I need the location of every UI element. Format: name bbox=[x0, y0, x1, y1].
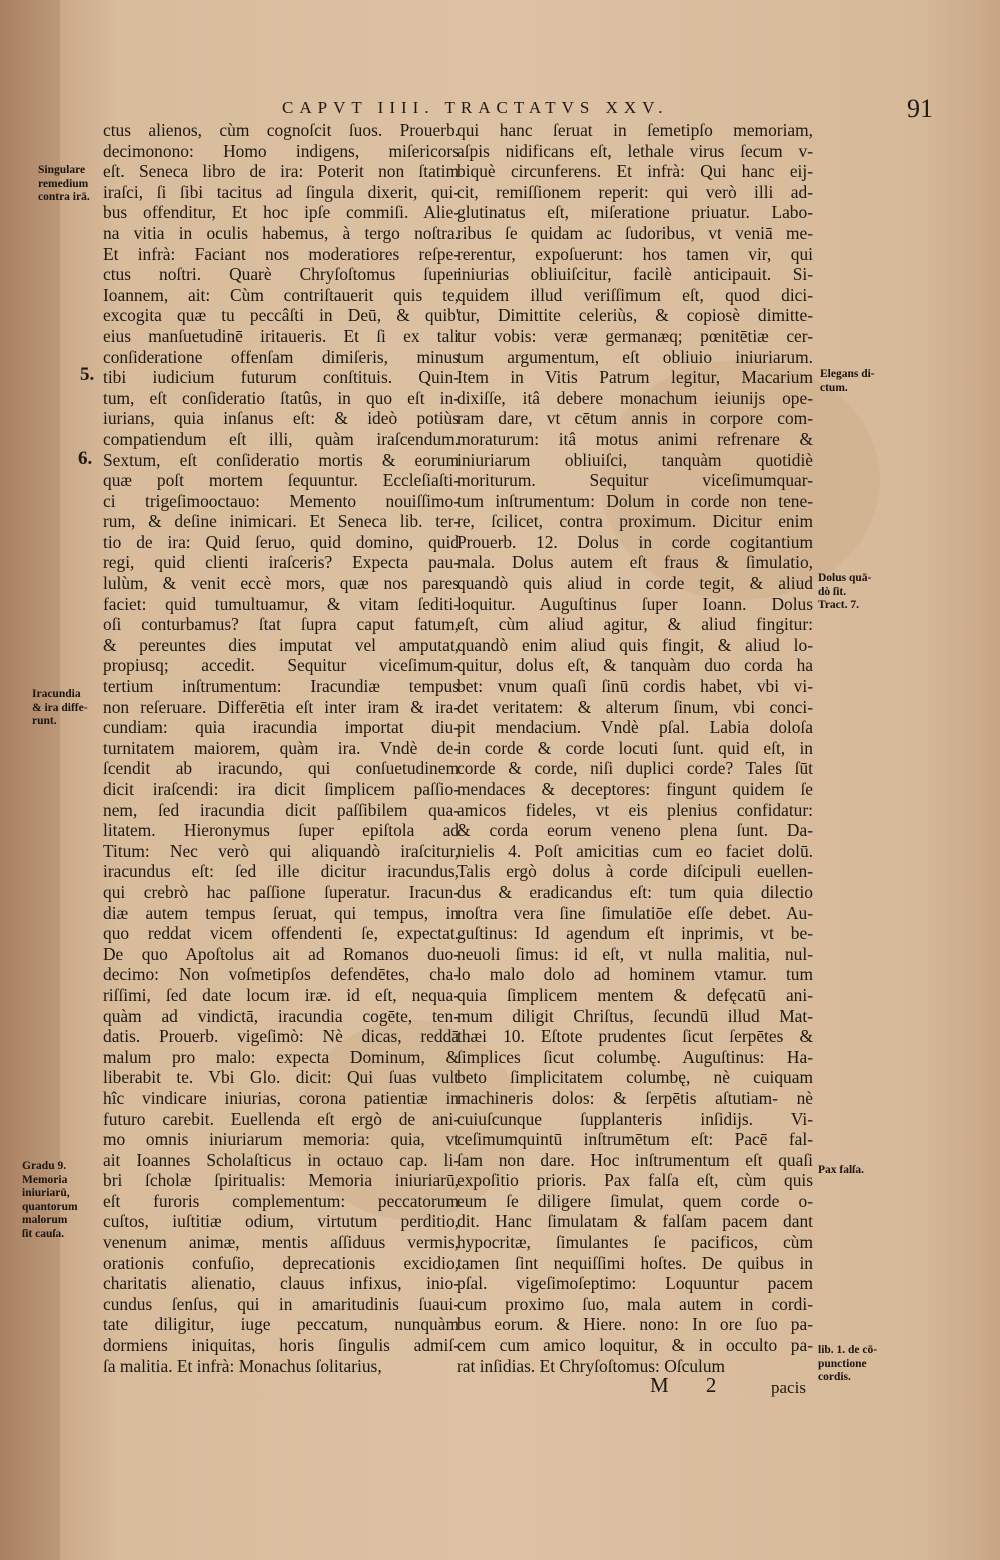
margin-note-line: runt. bbox=[32, 715, 57, 727]
text-line: bus eorum. & Hiere. nono: In ore ſuo pa- bbox=[457, 1314, 813, 1335]
enumeration-six: 6. bbox=[78, 448, 93, 469]
margin-note-line: & ira diffe- bbox=[32, 701, 88, 714]
text-line: moraturum: itâ motus animi refrenare & bbox=[457, 428, 813, 449]
signature-mark: M 2 bbox=[650, 1373, 733, 1397]
text-line: guſtinus: Id agendum eſt inprimis, vt be- bbox=[457, 923, 813, 944]
text-line: ribus ſe quidam ac ſudoribus, vt veniā me- bbox=[457, 222, 813, 243]
text-line: quàm ad vindictā, iracundia cogēte, ten- bbox=[103, 1005, 459, 1026]
text-line: rat inſidias. Et Chryſoſtomus: Oſculum bbox=[457, 1355, 726, 1376]
text-line: iniuriarum obliuiſci, tanquàm quotidiè bbox=[457, 449, 813, 470]
text-line: bus offenditur, Et hoc ipſe commiſi. Alie- bbox=[103, 202, 459, 223]
margin-note-line: ctum. bbox=[820, 381, 848, 394]
text-line: mum diligit Chriſtus, ſecundū illud Mat- bbox=[457, 1005, 813, 1026]
text-line: venenum animæ, mentis aſſiduus vermis, bbox=[103, 1232, 459, 1253]
margin-note-line: dò ſit. bbox=[818, 585, 847, 598]
text-line: qui hanc ſeruat in ſemetipſo memoriam, bbox=[457, 120, 813, 140]
margin-note-line: iniuriarū, bbox=[22, 1187, 70, 1199]
margin-note-singulare bbox=[38, 164, 90, 205]
text-line: ſimplices ſicut columbę. Auguſtinus: Ha- bbox=[457, 1046, 813, 1067]
text-line: eius manſuetudinē iritaueris. Et ſi ex tali bbox=[103, 325, 459, 346]
text-line: tate diligitur, iuge peccatum, nunquàm bbox=[103, 1314, 459, 1335]
text-line: cem cum amico loquitur, & in occulto pa- bbox=[457, 1335, 813, 1356]
text-line: excogita quæ tu peccâſti in Deū, & quib' bbox=[103, 305, 459, 326]
text-line: Ioannem, ait: Cùm contriſtauerit quis te, bbox=[103, 284, 459, 305]
text-line: cuiuſcunque ſupplanteris inſidijs. Vi- bbox=[457, 1108, 813, 1129]
text-line: Et infrà: Faciant nos moderatiores reſpe- bbox=[103, 243, 459, 264]
text-line: riſſimi, ſed date locum iræ. id eſt, nequa- bbox=[103, 984, 459, 1005]
text-line: faciet: quid tumultuamur, & vitam ſediti- bbox=[103, 593, 459, 614]
text-line: aſpis nidificans eſt, lethale virus ſecum v- bbox=[457, 140, 813, 161]
margin-note-line: Gradu 9. bbox=[22, 1160, 67, 1172]
margin-note-dolus bbox=[818, 572, 871, 613]
text-line: quandò quis aliud in corde tegit, & aliud bbox=[457, 573, 813, 594]
text-line: re, ſcilicet, contra proximum. Dicitur enim bbox=[457, 511, 813, 532]
text-line: liberabit te. Vbi Glo. dicit: Qui ſuas vult bbox=[103, 1067, 459, 1088]
text-line: decimo: Non voſmetipſos defendētes, cha- bbox=[103, 964, 459, 985]
text-line: in corde & corde locuti ſunt. quid eſt, in bbox=[457, 737, 813, 758]
text-line: dormiens iniquitas, horis ſingulis admiſ- bbox=[103, 1335, 459, 1356]
text-line: ctus alienos, cùm cognoſcit ſuos. Prouerb. bbox=[103, 120, 459, 140]
text-line: & corda eorum veneno plena ſunt. Da- bbox=[457, 820, 813, 841]
text-line: iurians, quia inſanus eſt: & ideò potiùs bbox=[103, 408, 459, 429]
text-line: hypocritæ, ſimulantes ſe pacificos, cùm bbox=[457, 1232, 813, 1253]
text-line: rum, & deſine inimicari. Et Seneca lib. ter- bbox=[103, 511, 459, 532]
text-line: oſi conturbamus? ſtat ſupra caput fatum, bbox=[103, 614, 459, 635]
text-line: eſt, cùm aliud agitur, & aliud fingitur: bbox=[457, 614, 813, 635]
text-line: pſal. vigeſimoſeptimo: Loquuntur pacem bbox=[457, 1273, 813, 1294]
text-line: quitur, dolus eſt, & tanquàm duo corda ha bbox=[457, 655, 813, 676]
text-line: iniurias obliuiſcitur, facilè anticipauit. Si- bbox=[457, 264, 813, 285]
text-line: cum proximo ſuo, mala autem in cordi- bbox=[457, 1293, 813, 1314]
text-line: pit mendacium. Vndè pſal. Labia doloſa bbox=[457, 717, 813, 738]
text-line: na vitia in oculis habemus, à tergo noſtra. bbox=[103, 222, 459, 243]
text-line: tamen ſint nequiſſimi hoſtes. De quibus in bbox=[457, 1252, 813, 1273]
text-line: biquè circunferens. Et infrà: Qui hanc eij- bbox=[457, 161, 813, 182]
text-line: tur, Dimittite celeriùs, & copiosè dimitte- bbox=[457, 305, 813, 326]
text-line: charitatis alienatio, clauus infixus, inio- bbox=[103, 1273, 459, 1294]
margin-note-line: Dolus quā- bbox=[818, 572, 872, 584]
text-line: Sextum, eſt conſideratio mortis & eorum bbox=[103, 449, 459, 470]
folio-number: 91 bbox=[907, 94, 933, 123]
text-line: eum ſe diligere ſimulat, quem corde o- bbox=[457, 1190, 813, 1211]
text-line: Prouerb. 12. Dolus in corde cogitantium bbox=[457, 531, 813, 552]
text-line: mala. Dolus autem eſt fraus & ſimulatio, bbox=[457, 552, 813, 573]
margin-note-line: remedium bbox=[38, 177, 89, 190]
text-line: quidem illud veriſſimum eſt, quod dici- bbox=[457, 284, 813, 305]
text-line: moriturum. Sequitur viceſimumquar- bbox=[457, 470, 813, 491]
margin-note-lib bbox=[818, 1344, 877, 1385]
margin-note-line: Tract. 7. bbox=[818, 599, 859, 611]
text-line: lulùm, & venit eccè mors, quæ nos pares bbox=[103, 573, 459, 594]
text-line: conſideratione offenſam dimiſeris, minus bbox=[103, 346, 459, 367]
margin-note-line: Elegans di- bbox=[820, 368, 875, 380]
margin-note-line: quantorum bbox=[22, 1200, 78, 1213]
text-line: expoſitio prioris. Pax falſa eſt, cùm quis bbox=[457, 1170, 813, 1191]
text-line: mo omnis iniuriarum memoria: quia, vt bbox=[103, 1129, 459, 1150]
text-line: propiusq; accedit. Sequitur viceſimum- bbox=[103, 655, 459, 676]
left-column bbox=[103, 120, 459, 1376]
right-column bbox=[457, 120, 813, 1376]
text-line: non reſeruare. Differētia eſt inter iram & ira- bbox=[103, 696, 459, 717]
text-line: orationis confuſio, deprecationis excidio, bbox=[103, 1252, 459, 1273]
text-line: tum argumentum, eſt obliuio iniuriarum. bbox=[457, 346, 813, 367]
text-line: tum, eſt conſideratio ſtatûs, in quo eſt in- bbox=[103, 387, 459, 408]
text-line: futuro carebit. Euellenda eſt ergò de ani- bbox=[103, 1108, 459, 1129]
text-line: thæi 10. Eſtote prudentes ſicut ſerpētes & bbox=[457, 1026, 813, 1047]
text-line: ait Ioannes Scholaſticus in octauo cap. li- bbox=[103, 1149, 459, 1170]
text-line: cuſtos, iuſtitiæ odium, virtutum perditio, bbox=[103, 1211, 459, 1232]
text-line: malum pro malo: expecta Dominum, & bbox=[103, 1046, 459, 1067]
enumeration-five: 5. bbox=[80, 364, 95, 385]
text-line: hîc vindicare iniurias, corona patientiæ in bbox=[103, 1087, 459, 1108]
text-line: turnitatem maiorem, quàm ira. Vndè de- bbox=[103, 737, 459, 758]
text-line: quia ſimplicem mentem & defęcatū ani- bbox=[457, 984, 813, 1005]
text-line: tertium inſtrumentum: Iracundiæ tempus bbox=[103, 676, 459, 697]
margin-note-line: Memoria bbox=[22, 1173, 68, 1186]
text-line: ſcendit ab iracundo, qui conſuetudinem bbox=[103, 758, 459, 779]
text-line: loquitur. Auguſtinus ſuper Ioann. Dolus bbox=[457, 593, 813, 614]
text-line: det veritatem: & alterum ſinum, vbi conci- bbox=[457, 696, 813, 717]
running-title: CAPVT IIII. TRACTATVS XXV. bbox=[282, 98, 669, 117]
text-line: datis. Prouerb. vigeſimò: Nè dicas, reddā bbox=[103, 1026, 459, 1047]
text-line: glutinatus eſt, miſeratione priuatur. Labo- bbox=[457, 202, 813, 223]
gutter-shadow bbox=[0, 0, 60, 1560]
text-line: dus & eradicandus eſt: tum quia dilectio bbox=[457, 881, 813, 902]
text-line: quæ poſt mortem ſequuntur. Eccleſiaſti- bbox=[103, 470, 459, 491]
text-line: eſt. Seneca libro de ira: Poterit non ſtatim bbox=[103, 161, 459, 182]
text-line: cundus ſenſus, qui in amaritudinis ſuaui- bbox=[103, 1293, 459, 1314]
text-line: tio de ira: Quid ſeruo, quid domino, quid bbox=[103, 531, 459, 552]
text-line: De quo Apoſtolus ait ad Romanos duo- bbox=[103, 943, 459, 964]
text-line: cundiam: quia iracundia importat diu- bbox=[103, 717, 459, 738]
text-line: dit. Hanc ſimulatam & falſam pacem dant bbox=[457, 1211, 813, 1232]
text-line: dicit iraſcendi: ira dicit ſimplicem paſſio- bbox=[103, 779, 459, 799]
text-line: tibi iudicium futurum conſtituis. Quin- bbox=[103, 367, 459, 388]
text-line: ſa malitia. Et infrà: Monachus ſolitarius, bbox=[103, 1355, 382, 1376]
text-line: Talis ergò dolus à corde diſcipuli euellen- bbox=[457, 861, 813, 882]
margin-note-line: Iracundia bbox=[32, 688, 81, 700]
text-line: neuoli ſimus: id eſt, vt nulla malitia, nul- bbox=[457, 943, 813, 964]
text-line: Item in Vitis Patrum legitur, Macarium bbox=[457, 367, 813, 388]
text-line: cit, remiſſionem reperit: qui verò illi ad- bbox=[457, 181, 813, 202]
margin-note-line: cordis. bbox=[818, 1371, 851, 1383]
text-line: iraſci, ſi ſibi tacitus ad ſingula dixerit, qui- bbox=[103, 181, 459, 202]
text-line: iracundus eſt: ſed ille dicitur iracundus, bbox=[103, 861, 459, 882]
text-line: corde & corde, niſi duplici corde? Tales ſūt bbox=[457, 758, 813, 779]
text-line: machineris dolos: & ſerpētis aſtutiam- nè bbox=[457, 1087, 813, 1108]
text-line: diæ autem tempus ſeruat, qui tempus, in bbox=[103, 902, 459, 923]
text-line: tur vobis: veræ germanæq; pœnitētiæ cer- bbox=[457, 325, 813, 346]
margin-note-line: Singulare bbox=[38, 164, 86, 176]
text-line: regi, quid clienti iraſceris? Expecta pau- bbox=[103, 552, 459, 573]
text-line: tum inſtrumentum: Dolum in corde non tene- bbox=[457, 490, 813, 511]
text-line: ci trigeſimooctauo: Memento nouiſſimo- bbox=[103, 490, 459, 511]
text-line: nielis 4. Poſt amicitias cum eo faciet dolū. bbox=[457, 840, 813, 861]
margin-note-line: lib. 1. de cō- bbox=[818, 1344, 878, 1356]
margin-note-line: malorum bbox=[22, 1214, 68, 1226]
text-line: eſt furoris complementum: peccatorum bbox=[103, 1190, 459, 1211]
text-line: mendaces & deceptores: fingunt quidem ſe bbox=[457, 779, 813, 799]
catchword: pacis bbox=[771, 1378, 806, 1397]
text-line: ceſimumquintū inſtrumētum eſt: Pacē fal- bbox=[457, 1129, 813, 1150]
text-line: bet: vnum quaſi ſinū cordis habet, vbi vi- bbox=[457, 676, 813, 697]
text-line: quo reddat vicem offendenti ſe, expectat. bbox=[103, 923, 459, 944]
margin-note-line: ſit cauſa. bbox=[22, 1227, 65, 1240]
text-line: amicos fideles, vt eis plenius confidatur: bbox=[457, 799, 813, 820]
text-line: ſam non dare. Hoc inſtrumentum eſt quaſi bbox=[457, 1149, 813, 1170]
margin-note-iracundia bbox=[32, 688, 88, 729]
text-line: dixiſſe, itâ debere monachum ieiunijs ope- bbox=[457, 387, 813, 408]
text-line: compatiendum eſt illi, quàm iraſcendum. bbox=[103, 428, 459, 449]
text-line: noſtra vera ſine ſimulatiōe eſſe debet. Au- bbox=[457, 902, 813, 923]
text-line: nem, ſed iracundia dicit paſſibilem qua- bbox=[103, 799, 459, 820]
text-line: & pereuntes dies imputat vel amputat, bbox=[103, 634, 459, 655]
text-line: Titum: Nec verò qui aliquandò iraſcitur, bbox=[103, 840, 459, 861]
text-line: bri ſcholæ ſpiritualis: Memoria iniuriarū, bbox=[103, 1170, 459, 1191]
margin-note-gradu bbox=[22, 1160, 78, 1241]
margin-note-line: Pax falſa. bbox=[818, 1164, 864, 1176]
text-line: ram dare, vt cētum annis in corpore com- bbox=[457, 408, 813, 429]
margin-note-line: contra irā. bbox=[38, 191, 90, 203]
text-line: quandò enim aliud quis fingit, & aliud lo- bbox=[457, 634, 813, 655]
text-line: qui crebrò hac paſſione ſuperatur. Iracun- bbox=[103, 881, 459, 902]
text-line: ctus noſtri. Quarè Chryſoſtomus ſuper bbox=[103, 264, 459, 285]
margin-note-elegans bbox=[820, 368, 875, 395]
text-line: litatem. Hieronymus ſuper epiſtola ad bbox=[103, 820, 459, 841]
text-line: beto ſimplicitatem columbę, nè cuiquam bbox=[457, 1067, 813, 1088]
margin-note-pax bbox=[818, 1164, 864, 1178]
margin-note-line: punctione bbox=[818, 1357, 867, 1370]
text-line: rerentur, expoſuerunt: hos tamen vir, qui bbox=[457, 243, 813, 264]
text-line: decimonono: Homo indigens, miſericors bbox=[103, 140, 459, 161]
text-line: lo malo dolo ad hominem vtamur. tum bbox=[457, 964, 813, 985]
